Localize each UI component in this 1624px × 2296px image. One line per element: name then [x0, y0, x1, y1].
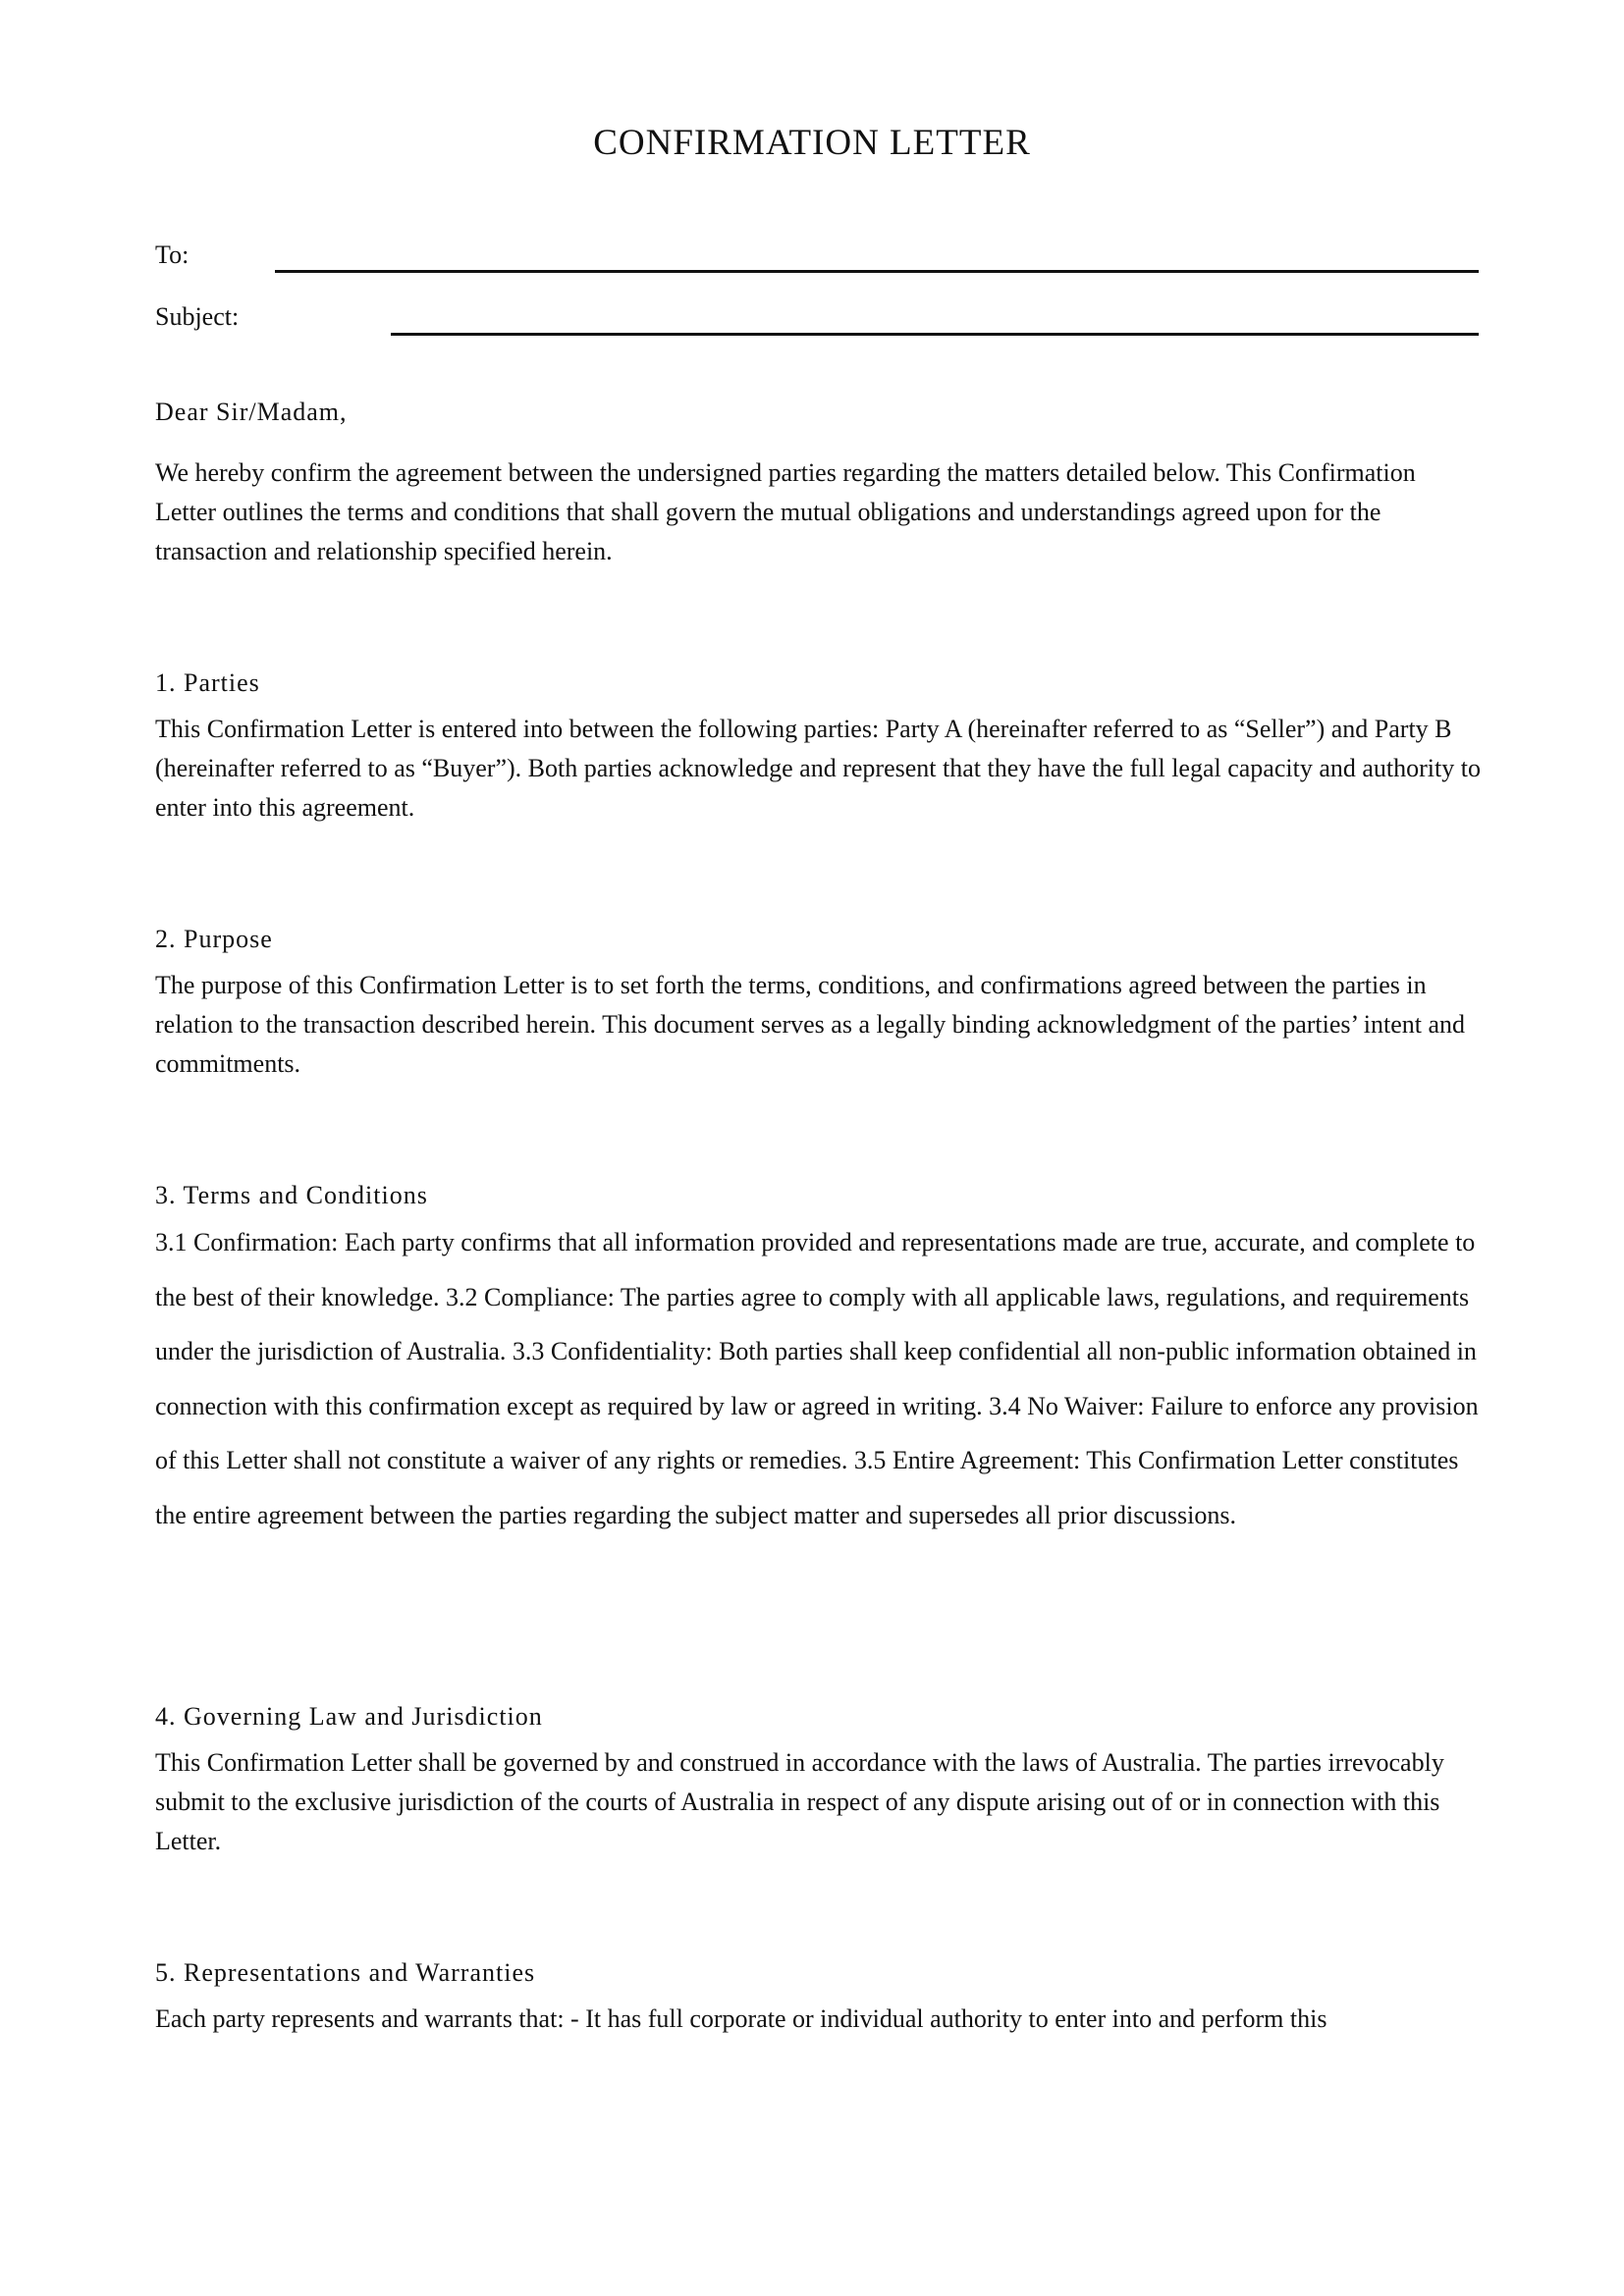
section-heading-representations: 5. Representations and Warranties	[155, 1958, 536, 1987]
subject-field-line	[391, 333, 1479, 336]
section-body-purpose: The purpose of this Confirmation Letter is to set forth the terms, conditions, and confirmations agreed between the parties in relation to the transaction described herein. This document serves as a legally binding acknowledgment of the parties’ intent and commitments.	[155, 971, 1466, 1078]
salutation: Dear Sir/Madam,	[155, 398, 348, 426]
section-body-terms: 3.1 Confirmation: Each party confirms that all information provided and representations made are true, accurate, and complete to the best of their knowledge. 3.2 Compliance: The parties agree to comply with all applicable laws, regulations, and requirements under the jurisdiction of Australia. 3.3 Confidentiality: Both parties shall keep confidential all non-public information obtained in connection with this confirmation except as required by law or agreed in writing. 3.4 No Waiver: Failure to enforce any provision of this Letter shall not constitute a waiver of any rights or remedies. 3.5 Entire Agreement: This Confirmation Letter constitutes the entire agreement between the parties regarding the subject matter and supersedes all prior discussions.	[155, 1228, 1479, 1529]
section-heading-terms: 3. Terms and Conditions	[155, 1181, 428, 1209]
section-body-governing-law: This Confirmation Letter shall be governed by and construed in accordance with the laws of Australia. The parties irrevocably submit to the exclusive jurisdiction of the courts of Australia in respect of any dispute arising out of or in connection with this Letter.	[155, 1748, 1444, 1855]
intro-paragraph: We hereby confirm the agreement between the undersigned parties regarding the matters detailed below. This Confirmation Letter outlines the terms and conditions that shall govern the mutual obligations and understandings agreed upon for the transaction and relationship specified herein.	[155, 458, 1416, 565]
section-heading-parties: 1. Parties	[155, 668, 260, 697]
section-heading-purpose: 2. Purpose	[155, 925, 273, 953]
section-body-parties: This Confirmation Letter is entered into between the following parties: Party A (hereinafter referred to as “Seller”) and Party B (hereinafter referred to as “Buyer”). Both parties acknowledge and represent that they have the full legal capacity and authority to enter into this agreement.	[155, 715, 1481, 822]
subject-label: Subject:	[155, 302, 240, 331]
section-body-representations: Each party represents and warrants that: - It has full corporate or individual authority to enter into and perform this	[155, 2004, 1327, 2033]
section-heading-governing-law: 4. Governing Law and Jurisdiction	[155, 1702, 543, 1731]
to-label: To:	[155, 240, 189, 269]
document-title: CONFIRMATION LETTER	[593, 123, 1031, 163]
to-field-line	[275, 270, 1479, 273]
